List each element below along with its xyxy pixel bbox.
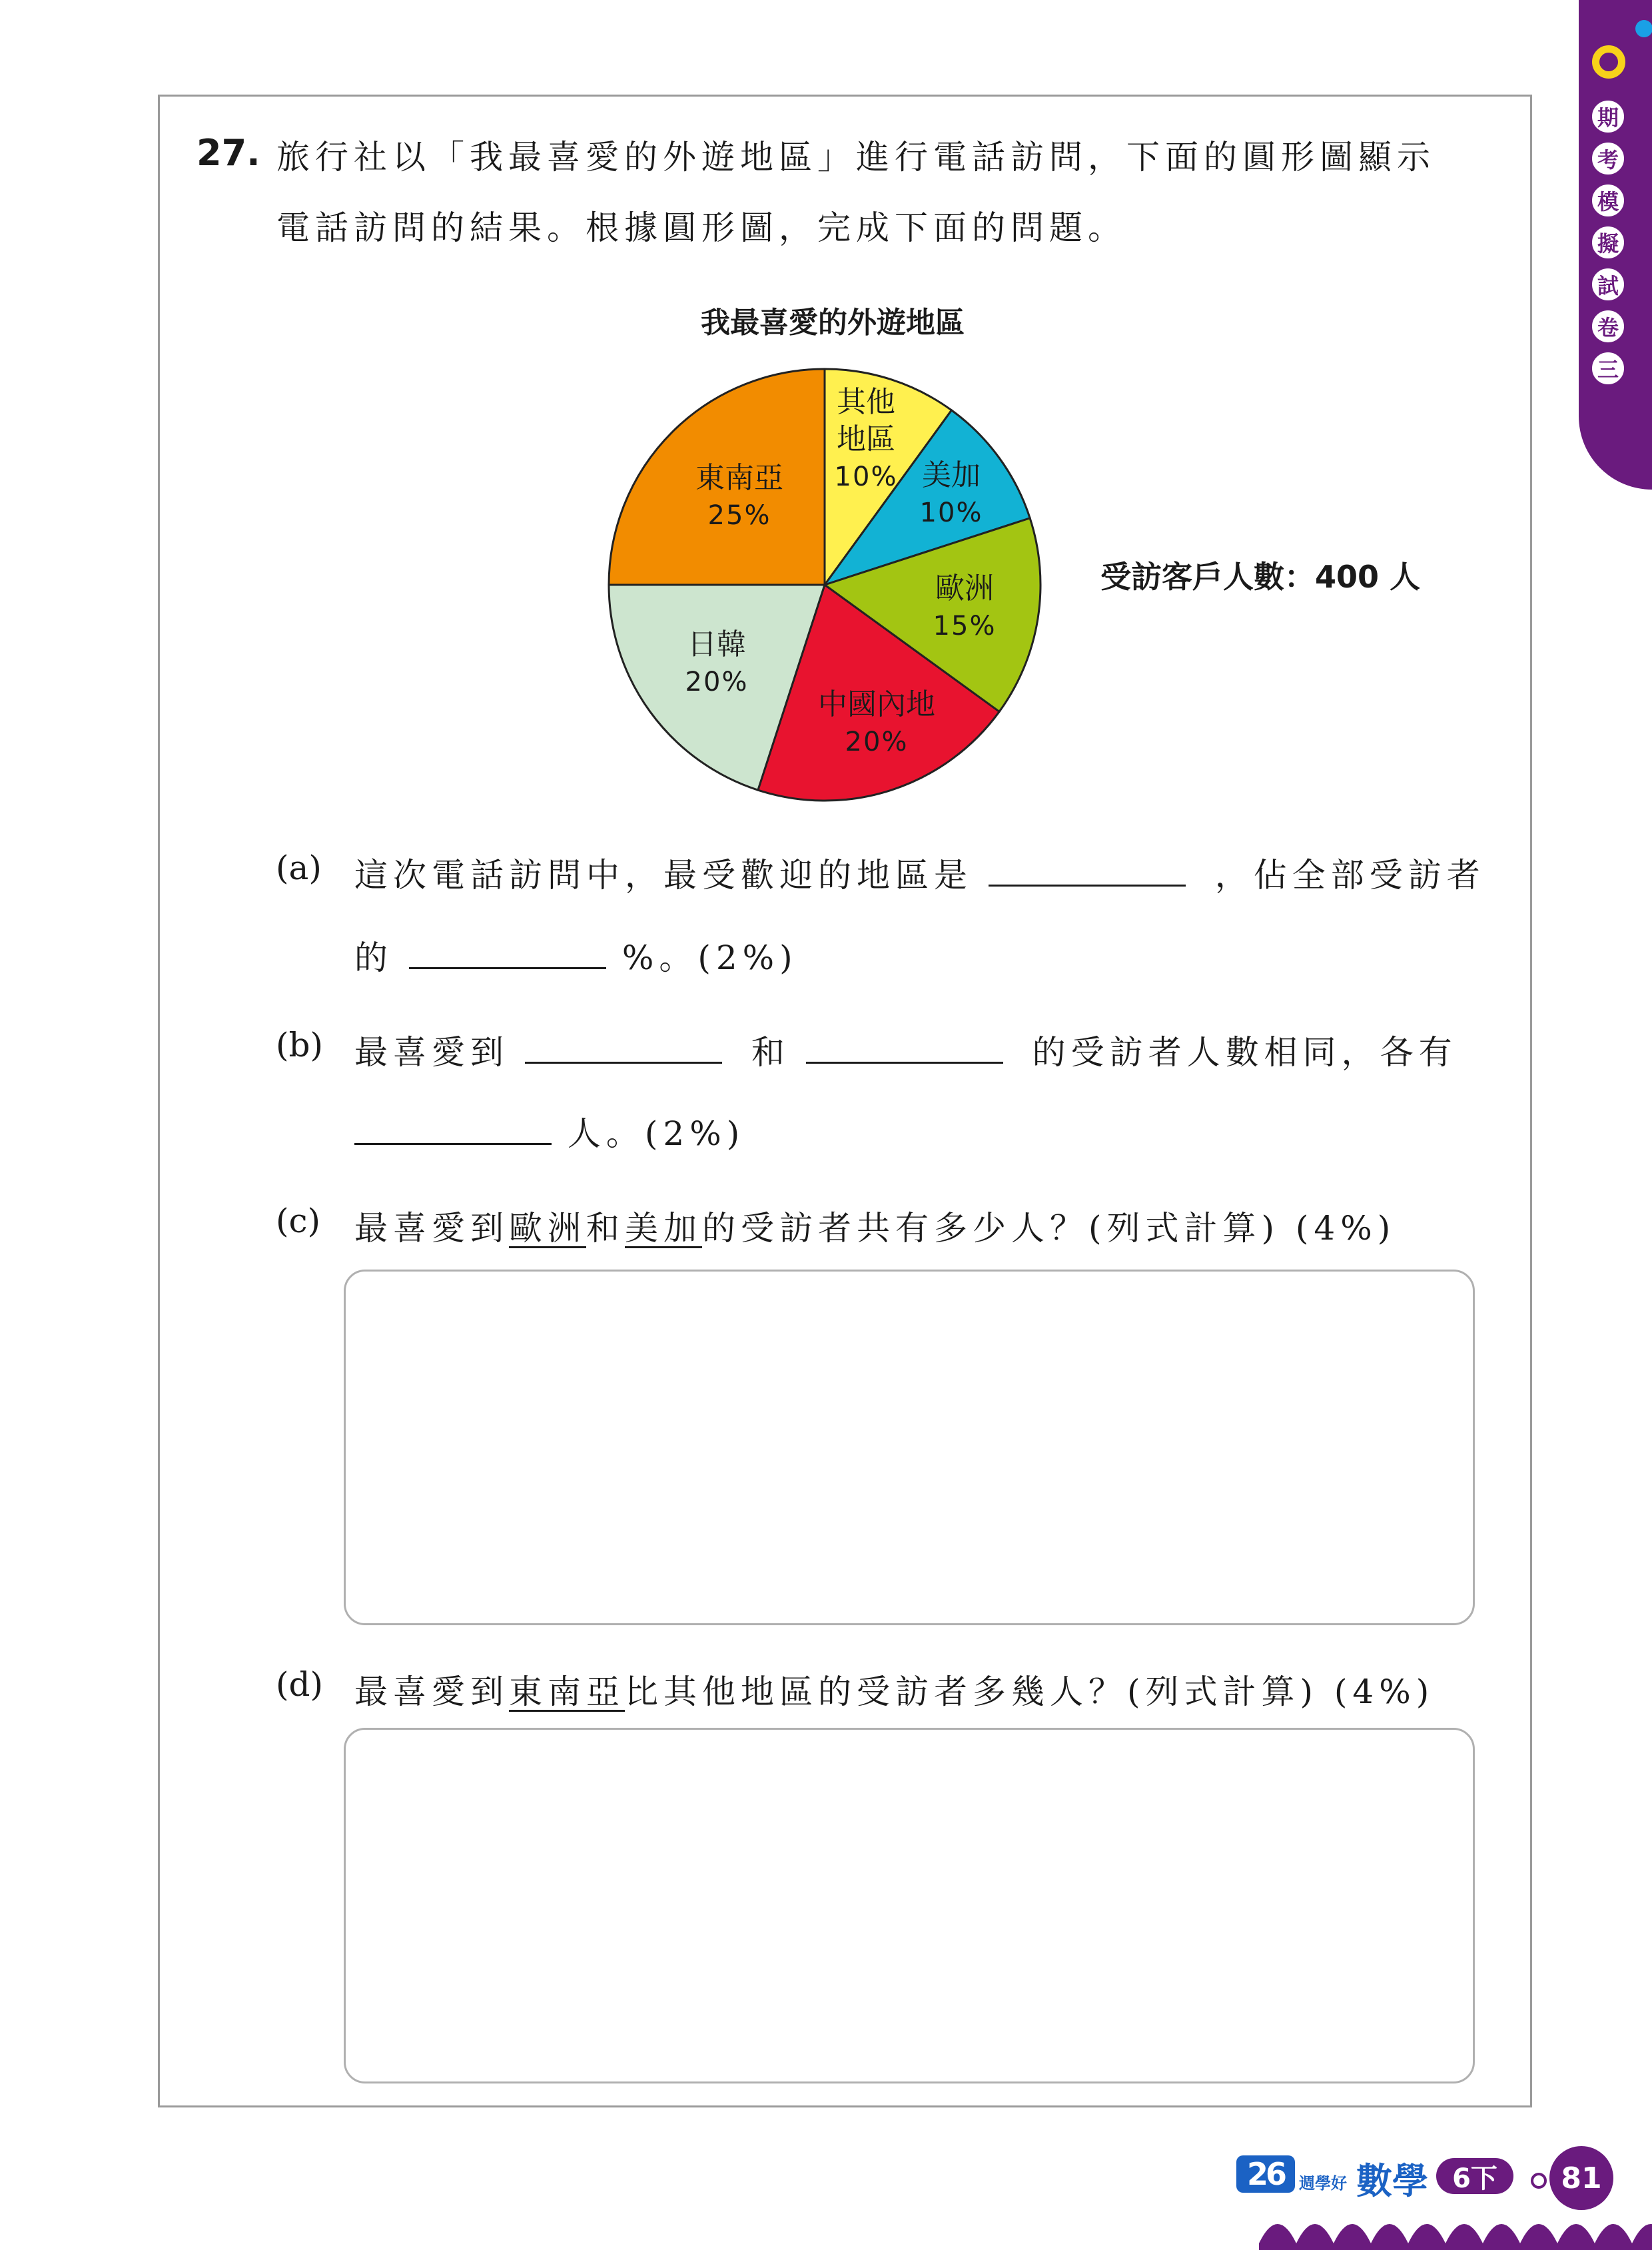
pie-slice-value: 20% [845,727,909,757]
part-c-text2: 和 [586,1209,625,1248]
pie-slice-value: 10% [834,462,898,492]
side-tab-char: 模 [1590,183,1626,218]
part-c-text3: 的受訪者共有多少人？(列式計算) (4%) [702,1209,1396,1248]
question-text-line1: 旅行社以「我最喜愛的外遊地區」進行電話訪問，下面的圓形圖顯示 [276,138,1436,177]
pie-slice-value: 10% [919,498,983,528]
side-tab-char: 擬 [1590,224,1626,260]
part-d-text1: 最喜愛到 [354,1673,509,1711]
grade-badge: 6下 [1436,2158,1513,2194]
chart-title: 我最喜愛的外遊地區 [701,306,965,340]
pie-slice-value: 25% [707,500,771,531]
part-b-label: (b) [276,1026,324,1064]
page-number: 81 [1549,2146,1613,2210]
part-d-label: (d) [276,1665,324,1704]
pie-slice-name: 美加 [922,458,981,492]
pie-slice-name: 日韓 [687,627,746,661]
pie-slice-name: 歐洲 [935,571,994,605]
part-a-text4: %。(2%) [621,938,798,977]
side-tab-char: 期 [1590,99,1626,135]
side-tab-char: 試 [1590,266,1626,302]
part-d-text2: 比其他地區的受訪者多幾人？(列式計算) (4%) [625,1673,1435,1711]
part-a-text3: 的 [354,938,393,977]
logo-26: 26 [1236,2155,1295,2193]
pie-slice-value: 15% [933,611,997,641]
side-tab-char: 卷 [1590,308,1626,344]
part-c-label: (c) [276,1202,321,1240]
pie-slice-value: 20% [685,667,749,697]
side-tab-char: 三 [1590,350,1626,386]
pie-slice-name: 地區 [837,422,895,456]
part-b-text4: 人。(2%) [567,1114,745,1153]
pie-slice-name: 東南亞 [695,461,783,495]
part-a-text2: ，佔全部受訪者 [1214,856,1485,895]
part-a-label: (a) [276,849,322,887]
part-b-text1: 最喜愛到 [354,1033,509,1072]
part-c-text1: 最喜愛到 [354,1209,509,1248]
respondent-total: 受訪客戶人數：400 人 [1100,559,1421,595]
part-b-text2: 和 [751,1033,790,1072]
part-d-underlined-sea: 東南亞 [509,1673,625,1711]
part-c-underlined-america: 美加 [625,1209,702,1248]
side-tab-char: 考 [1590,141,1626,177]
brand-small-text: 週學好 [1299,2174,1347,2193]
brand-subject: 數學 [1356,2160,1428,2202]
part-b-text3: 的受訪者人數相同，各有 [1032,1033,1457,1072]
question-text-line2: 電話訪問的結果。根據圓形圖，完成下面的問題。 [276,208,1126,247]
pie-slice-name: 中國內地 [818,687,935,721]
pie-slice-name: 其他 [837,385,895,419]
part-c-underlined-europe: 歐洲 [509,1209,586,1248]
wave-shape [1259,2224,1652,2250]
question-number: 27. [197,132,260,174]
part-a-text1: 這次電話訪問中，最受歡迎的地區是 [354,856,973,895]
